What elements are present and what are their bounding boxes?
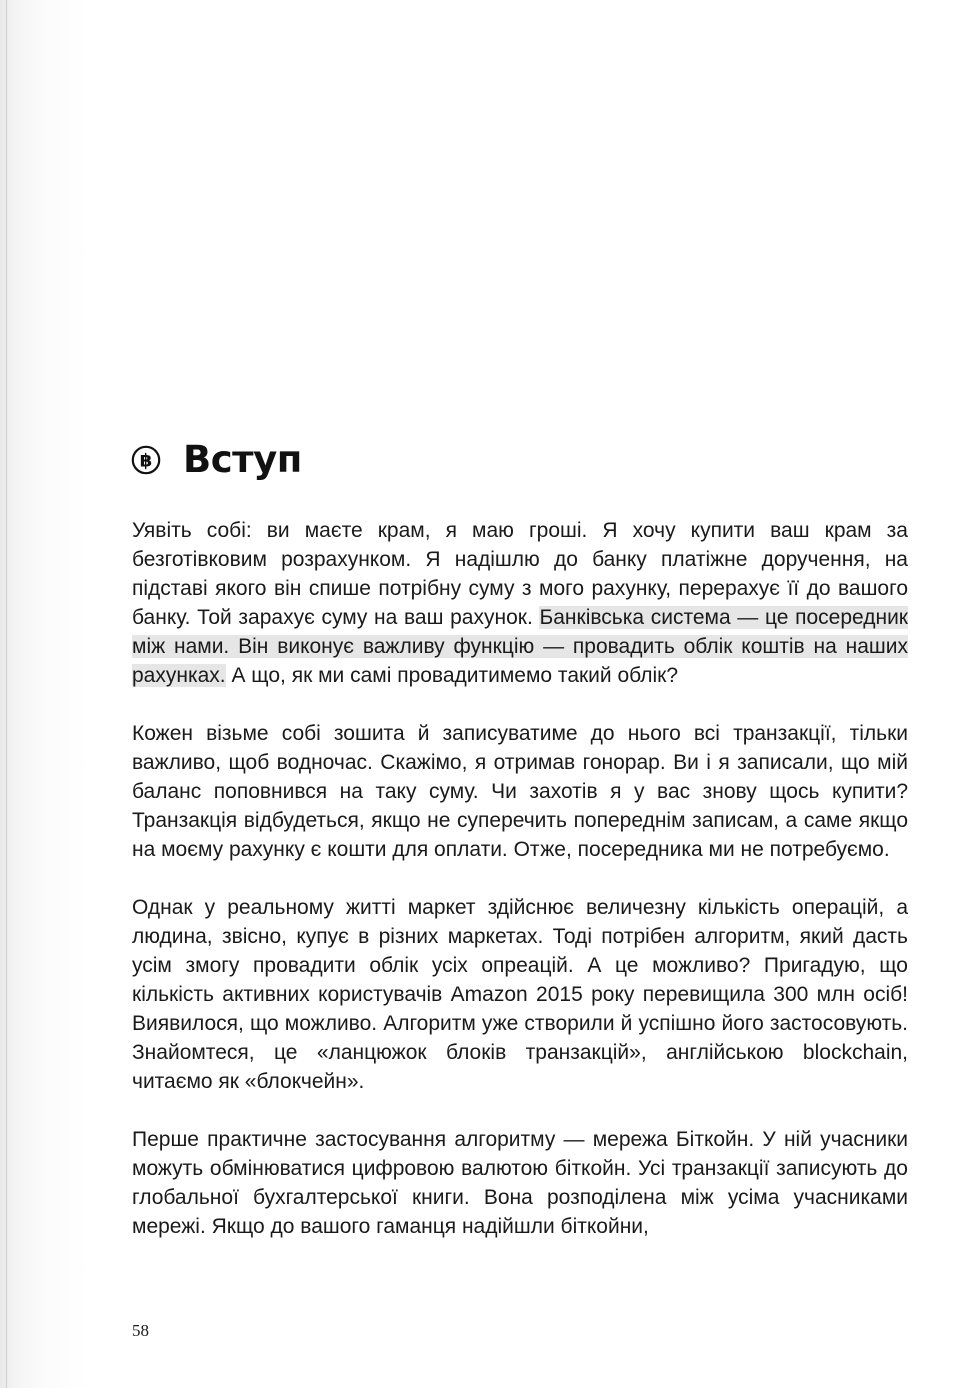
section-heading xyxy=(131,436,302,484)
paragraph-1-text-before: Уявіть собі: ви маєте крам, я маю гроші. Я хочу купити ваш крам за безготівковим розрахунком. Я надішлю до банку платіжне доручення, на підставі якого він спише потрібну суму з мого рахунку, перерахує її до вашого банку. Той зарахує суму на ваш рахунок. xyxy=(132,519,908,629)
page-number: 58 xyxy=(132,1321,149,1340)
paragraph-3: Однак у реальному житті маркет здійснює величезну кількість операцій, а людина, звісно, купує в різних маркетах. Тоді потрібен алгоритм, який дасть усім змогу провадити облік усіх опреацій. А це можливо? Пригадую, що кількість активних користувачів Amazon 2015 року перевищила 300 млн осіб! Виявилося, що можливо. Алгоритм уже створили й успішно його застосовують. Знайомтеся, це «ланцюжок блоків транзакцій», англійською blockchain, читаємо як «блокчейн». xyxy=(132,896,908,1093)
bitcoin-icon xyxy=(131,445,161,475)
paragraph-1-text-after: А що, як ми самі провадитимемо такий облік? xyxy=(225,664,679,687)
svg-text:฿: ฿ xyxy=(139,450,153,472)
highlighted-text: Банківська система — це посередник між нами. Він виконує важливу функцію — провадить облік коштів на наших рахунках. xyxy=(132,606,908,687)
page-spine-edge xyxy=(6,0,7,1388)
paragraph-1 xyxy=(132,516,908,690)
paragraph-2: Кожен візьме собі зошита й записуватиме до нього всі транзакції, тільки важливо, щоб водночас. Скажімо, я отримав гонорар. Ви і я записали, що мій баланс поповнився на таку суму. Чи захотів я у вас знову щось купити? Транзакція відбудеться, якщо не суперечить попереднім записам, а саме якщо на моєму рахунку є кошти для оплати. Отже, посередника ми не потребуємо. xyxy=(132,722,908,861)
body-text xyxy=(132,516,908,1270)
paragraph-4: Перше практичне застосування алгоритму — мережа Біткойн. У ній учасники можуть обмінюватися цифровою валютою біткойн. Усі транзакції записують до глобальної бухгалтерської книги. Вона розподілена між усіма учасниками мережі. Якщо до вашого гаманця надійшли біткойни, xyxy=(132,1128,908,1238)
section-title: Вступ xyxy=(183,438,302,481)
